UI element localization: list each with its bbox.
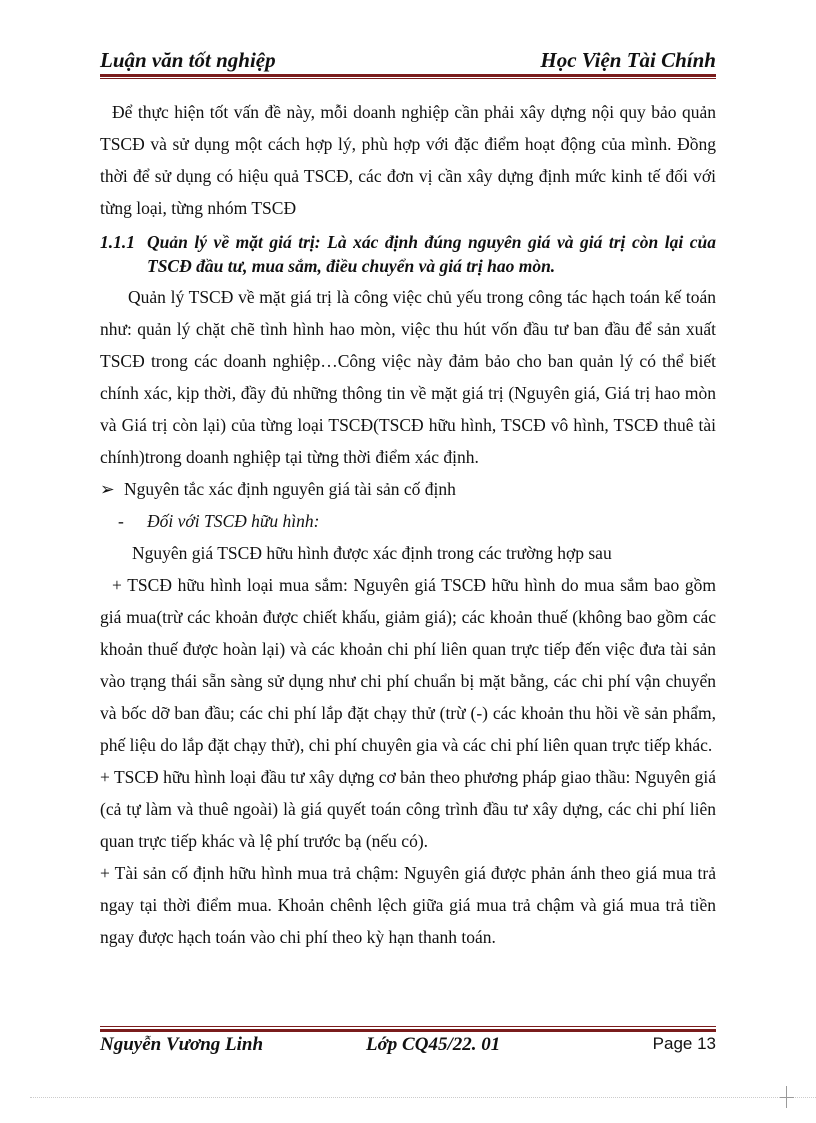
paragraph-construction: + TSCĐ hữu hình loại đầu tư xây dựng cơ bản theo phương pháp giao thầu: Nguyên giá (cả tự làm và thuê ngoài) là giá quyết toán công trình đầu tư xây dựng, các chi phí liên quan trực tiếp khác và lệ phí trước bạ (nếu có). <box>100 767 716 851</box>
footer-page-number: Page 13 <box>652 1034 716 1053</box>
section-title: Quản lý về mặt giá trị: Là xác định đúng nguyên giá và giá trị còn lại của TSCĐ đầu tư, mua sắm, điều chuyển và giá trị hao mòn. <box>147 232 716 276</box>
header-rule-thick <box>100 74 716 77</box>
footer-class: Lớp CQ45/22. 01 <box>366 1034 501 1055</box>
paragraph-value-management: Quản lý TSCĐ về mặt giá trị là công việc chủ yếu trong công tác hạch toán kế toán như: quản lý chặt chẽ tình hình hao mòn, việc thu hút vốn đầu tư ban đầu để sản xuất TSCĐ trong các doanh nghiệp…Công việc này đảm bảo cho ban quản lý có thể biết chính xác, kịp thời, đầy đủ những thông tin về mặt giá trị (Nguyên giá, Giá trị hao mòn và Giá trị còn lại) của từng loại TSCĐ(TSCĐ hữu hình, TSCĐ vô hình, TSCĐ thuê tài chính)trong doanh nghiệp tại từng thời điểm xác định. <box>100 287 716 467</box>
page-header <box>100 44 716 74</box>
dash-text: Đối với TSCĐ hữu hình: <box>147 511 320 531</box>
section-number: 1.1.1 <box>100 232 135 252</box>
paragraph-deferred-payment: + Tài sản cố định hữu hình mua trả chậm: Nguyên giá được phản ánh theo giá mua trả ngay tại thời điểm mua. Khoản chênh lệch giữa giá mua trả chậm và giá mua trả tiền ngay được hạch toán vào chi phí theo kỳ hạn thanh toán. <box>100 863 716 947</box>
crop-mark-horizontal <box>780 1097 794 1098</box>
paragraph-purchase: + TSCĐ hữu hình loại mua sắm: Nguyên giá TSCĐ hữu hình do mua sắm bao gồm giá mua(trừ các khoản được chiết khấu, giảm giá); các khoản thuế (không bao gồm các khoản thuế được hoàn lại) và các khoản chi phí liên quan trực tiếp đến việc đưa tài sản vào trạng thái sẵn sàng sử dụng như chi phí chuẩn bị mặt bằng, các chi phí vận chuyển và bốc dỡ ban đầu; các chi phí lắp đặt chạy thử (trừ (-) các khoản thu hồi về sản phẩm, phế liệu do lắp đặt chạy thử), chi phí chuyên gia và các chi phí liên quan trực tiếp khác. <box>100 575 716 755</box>
footer-rule-thin <box>100 1026 716 1027</box>
header-thesis-title: Luận văn tốt nghiệp <box>100 48 276 72</box>
document-body <box>100 96 716 953</box>
paragraph-cases: Nguyên giá TSCĐ hữu hình được xác định trong các trường hợp sau <box>132 543 612 563</box>
page-footer <box>100 1034 716 1062</box>
bullet-text: Nguyên tắc xác định nguyên giá tài sản cố định <box>124 479 456 499</box>
header-institution: Học Viện Tài Chính <box>540 48 716 72</box>
footer-author: Nguyễn Vương Linh <box>100 1034 264 1055</box>
dash-marker: - <box>118 511 124 531</box>
page-boundary-dotted-line <box>30 1097 816 1098</box>
bullet-item <box>100 473 716 505</box>
arrow-bullet-icon: ➢ <box>100 479 115 499</box>
section-heading <box>100 230 716 278</box>
paragraph-intro: Để thực hiện tốt vấn đề này, mỗi doanh nghiệp cần phải xây dựng nội quy bảo quản TSCĐ và sử dụng một cách hợp lý, phù hợp với đặc điểm hoạt động của mình. Đồng thời để sử dụng có hiệu quả TSCĐ, các đơn vị cần xây dựng định mức kinh tế đối với từng loại, từng nhóm TSCĐ <box>100 102 716 218</box>
dash-item <box>100 505 716 537</box>
header-rule-thin <box>100 78 716 79</box>
footer-rule-thick <box>100 1029 716 1032</box>
